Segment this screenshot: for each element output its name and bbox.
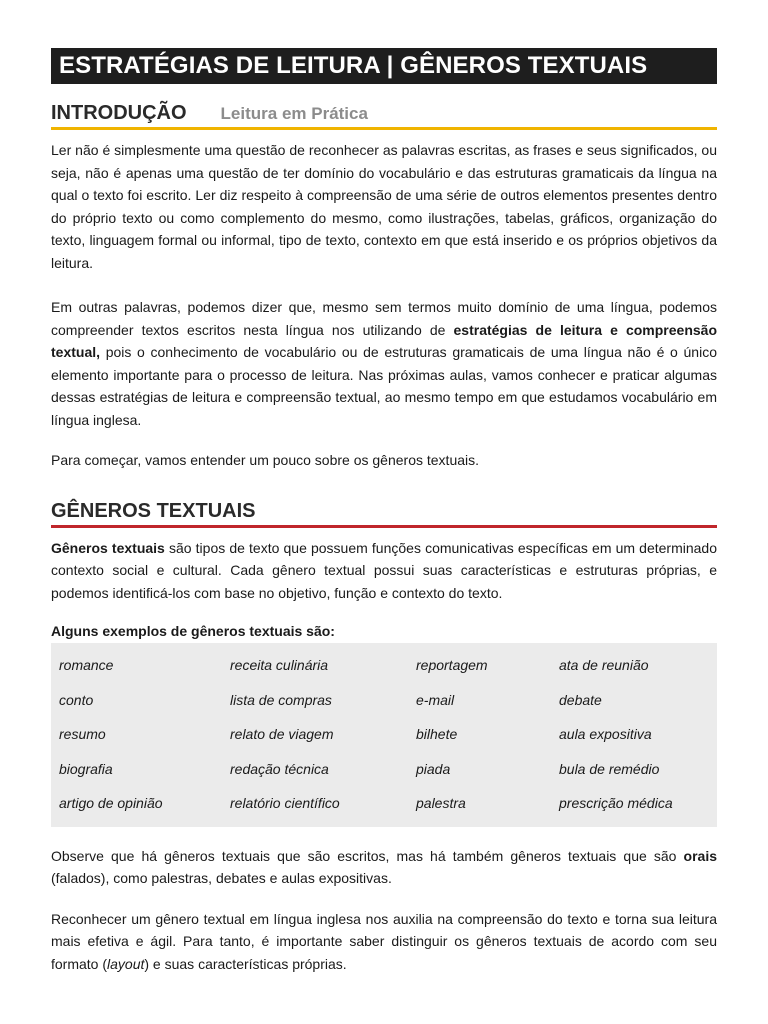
intro-p2-bold: estratégias de leitura e compreensão textual, [51, 321, 717, 360]
intro-paragraph-2 [51, 296, 717, 431]
example-item: biografia [59, 760, 113, 777]
examples-row [51, 786, 717, 821]
generos-heading: GÊNEROS TEXTUAIS [51, 499, 256, 522]
generos-paragraph-3 [51, 908, 717, 976]
document-page [51, 48, 717, 975]
examples-row [51, 717, 717, 752]
generos-p1-bold: Gêneros textuais [51, 539, 165, 556]
intro-p2-text-b: pois o conhecimento de vocabulário ou de estruturas gramaticais de uma língua não é o único elemento importante para o processo de leitura. Nas próximas aulas, vamos conhecer e praticar algumas dessas estratégias de leitura e compreensão textual, ao mesmo tempo em que estudamos vocabulário em língua inglesa. [51, 344, 717, 428]
generos-p3-text-a: Reconhecer um gênero textual em língua inglesa nos auxilia na compreensão do texto e torna sua leitura mais efetiva e ágil. Para tanto, é importante saber distinguir os gêneros textuais de acordo com seu formato ( [51, 910, 717, 972]
example-item: lista de compras [230, 691, 332, 708]
example-item: romance [59, 657, 114, 674]
example-item: bilhete [416, 726, 458, 743]
example-item: relatório científico [230, 795, 340, 812]
generos-p2-bold: orais [683, 847, 717, 864]
generos-paragraph-1 [51, 537, 717, 605]
examples-row [51, 648, 717, 683]
generos-p2-text-a: Observe que há gêneros textuais que são escritos, mas há também gêneros textuais que são [51, 847, 684, 864]
generos-p3-text-b: ) e suas características próprias. [144, 955, 347, 972]
examples-label: Alguns exemplos de gêneros textuais são: [51, 623, 335, 639]
example-item: artigo de opinião [59, 795, 163, 812]
intro-paragraph-3: Para começar, vamos entender um pouco sobre os gêneros textuais. [51, 452, 480, 468]
example-item: redação técnica [230, 760, 329, 777]
generos-p1-text: são tipos de texto que possuem funções comunicativas específicas em um determinado contexto social e cultural. Cada gênero textual possui suas características e estruturas próprias, e podemos identificá-los com base no objetivo, função e contexto do texto. [51, 539, 718, 601]
example-item: aula expositiva [559, 726, 652, 743]
example-item: resumo [59, 726, 106, 743]
page-title: ESTRATÉGIAS DE LEITURA | GÊNEROS TEXTUAIS [51, 48, 717, 84]
example-item: relato de viagem [230, 726, 334, 743]
example-item: reportagem [416, 657, 488, 674]
example-item: debate [559, 691, 602, 708]
example-item: receita culinária [230, 657, 329, 674]
intro-p2-text-a: Em outras palavras, podemos dizer que, mesmo sem termos muito domínio de uma língua, podemos compreender textos escritos nesta língua nos utilizando de [51, 299, 717, 338]
generos-section-header [51, 500, 717, 528]
intro-subheading: Leitura em Prática [220, 104, 368, 123]
example-item: piada [416, 760, 451, 777]
examples-row [51, 683, 717, 718]
example-item: e-mail [416, 691, 455, 708]
generos-p2-text-b: (falados), como palestras, debates e aulas expositivas. [51, 870, 392, 886]
intro-section-header [51, 102, 717, 130]
example-item: bula de remédio [559, 760, 660, 777]
generos-paragraph-2 [51, 845, 717, 890]
intro-heading: INTRODUÇÃO [51, 102, 187, 124]
generos-p3-italic: layout [107, 955, 145, 972]
example-item: conto [59, 691, 94, 708]
example-item: ata de reunião [559, 657, 649, 674]
examples-row [51, 752, 717, 787]
example-item: prescrição médica [559, 795, 673, 812]
examples-table [51, 643, 717, 827]
intro-paragraph-1: Ler não é simplesmente uma questão de reconhecer as palavras escritas, as frases e seus significados, ou seja, não é apenas uma questão de ter domínio do vocabulário e das estruturas gramaticais da língua na qual o texto foi escrito. Ler diz respeito à compreensão de uma série de outros elementos presentes dentro do próprio texto ou como complemento do mesmo, como ilustrações, tabelas, gráficos, organização do texto, linguagem formal ou informal, tipo de texto, contexto em que está inserido e os próprios objetivos da leitura. [51, 142, 717, 271]
example-item: palestra [416, 795, 466, 812]
